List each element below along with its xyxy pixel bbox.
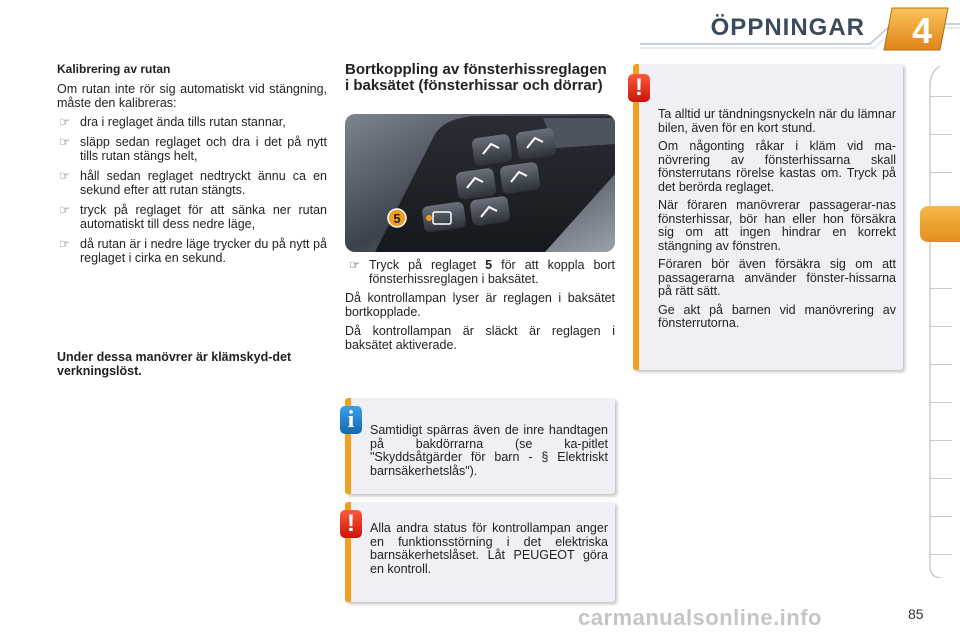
- warning-paragraph: Ta alltid ur tändningsnyckeln när du lämnar bilen, även för en kort stund.: [658, 107, 896, 135]
- list-item: ☞ då rutan är i nedre läge trycker du på nytt på reglaget i cirka en sekund.: [59, 237, 327, 265]
- list-item: ☞ släpp sedan reglaget och dra i det på nytt tills rutan stängs helt,: [59, 135, 327, 163]
- calibration-section: [57, 62, 327, 271]
- list-item: ☞ Tryck på reglaget 5 för att koppla bort fönsterhissreglagen i baksätet.: [349, 258, 615, 286]
- info-text: Samtidigt spärras även de inre handtagen på bakdörrarna (se ka-pitlet "Skyddsåtgärder för barn - § Elektriskt barnsäkerhetslås").: [370, 423, 608, 478]
- pointing-hand-icon: ☞: [349, 258, 361, 272]
- pointing-hand-icon: ☞: [59, 169, 71, 183]
- chapter-number: 4: [911, 10, 933, 51]
- side-tab-divider: [930, 516, 952, 517]
- section-heading: Kalibrering av rutan: [57, 62, 171, 76]
- warning-paragraph: Om någonting råkar i kläm vid ma-növrering av fönsterhissarna skall fönsterrutans rörelse kastas om. Tryck på det berörda reglaget.: [658, 139, 896, 194]
- side-tab-active[interactable]: [920, 206, 960, 242]
- side-tabs: [928, 66, 960, 578]
- side-tab-divider: [930, 440, 952, 441]
- side-tab-divider: [930, 326, 952, 327]
- info-icon: i: [340, 406, 362, 434]
- list-item: ☞ dra i reglaget ända tills rutan stannar,: [59, 115, 286, 129]
- watermark: carmanualsonline.info: [578, 605, 822, 630]
- side-tab-divider: [930, 554, 952, 555]
- pointing-hand-icon: ☞: [59, 237, 71, 251]
- side-tab-divider: [930, 172, 952, 173]
- warning-paragraph: Föraren bör även försäkra sig om att passagerarna använder fönster-hissarna på rätt sätt.: [658, 257, 896, 298]
- side-tab-divider: [930, 478, 952, 479]
- window-switch-panel-photo: [345, 114, 615, 252]
- pointing-hand-icon: ☞: [59, 203, 71, 217]
- calibration-steps: [57, 115, 327, 265]
- disable-instructions: [345, 258, 615, 357]
- warning-paragraph: När föraren manövrerar passagerar-nas fönsterhissar, bör han eller hon försäkra sig om att ingen hindrar en korrekt stängning av fönstren.: [658, 198, 896, 253]
- chapter-title: ÖPPNINGAR: [710, 14, 865, 41]
- warning-text: [658, 108, 896, 336]
- side-tab-divider: [930, 96, 952, 97]
- control-number: 5: [485, 258, 493, 272]
- page-number: 85: [908, 606, 924, 622]
- exclamation-icon: !: [628, 74, 650, 102]
- lamp-on-text: Då kontrollampan lyser är reglagen i baksätet bortkopplade.: [345, 291, 615, 319]
- warning-text-2: Alla andra status för kontrollampan anger en funktionsstörning i det elektriska barnsäkerhetslåset. Låt PEUGEOT göra en kontroll.: [370, 521, 608, 576]
- intro-text: Om rutan inte rör sig automatiskt vid stängning, måste den kalibreras:: [57, 82, 327, 110]
- disable-rear-controls-section: [345, 62, 615, 94]
- side-tab-divider: [930, 288, 952, 289]
- anti-pinch-note: Under dessa manövrer är klämskyd-det verkningslöst.: [57, 350, 292, 378]
- pointing-hand-icon: ☞: [59, 115, 71, 129]
- list-item: ☞ tryck på reglaget för att sänka ner rutan automatiskt till dess nedre läge,: [59, 203, 327, 231]
- section-title: Bortkoppling av fönsterhissreglagen i baksätet (fönsterhissar och dörrar): [345, 61, 607, 94]
- side-tab-divider: [930, 364, 952, 365]
- exclamation-icon: !: [340, 510, 362, 538]
- warning-paragraph: Ge akt på barnen vid manövrering av fönsterrutorna.: [658, 302, 896, 330]
- lamp-off-text: Då kontrollampan är släckt är reglagen i baksätet aktiverade.: [345, 324, 615, 352]
- callout-5: 5: [393, 211, 401, 226]
- side-tab-divider: [930, 402, 952, 403]
- side-tab-divider: [930, 134, 952, 135]
- list-item: ☞ håll sedan reglaget nedtryckt ännu ca en sekund efter att rutan stängts.: [59, 169, 327, 197]
- pointing-hand-icon: ☞: [59, 135, 71, 149]
